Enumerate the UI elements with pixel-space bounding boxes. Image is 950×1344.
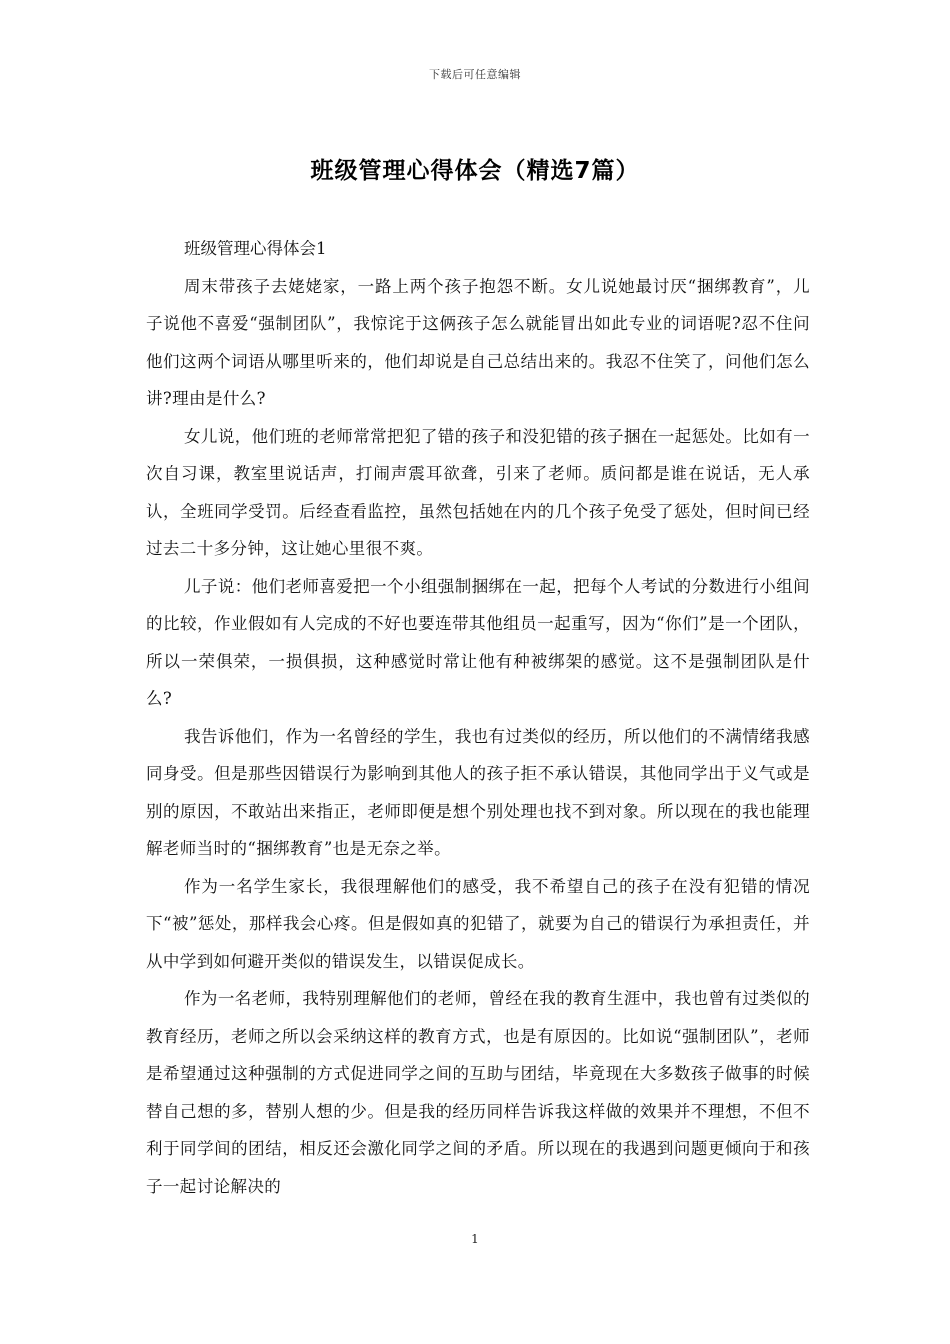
section-heading: 班级管理心得体会1 <box>184 239 327 258</box>
paragraph-5: 作为一名学生家长，我很理解他们的感受，我不希望自己的孩子在没有犯错的情况下“被”惩处，那样我会心疼。但是假如真的犯错了，就要为自己的错误行为承担责任，并从中学到如何避开类似的错误发生，以错误促成长。 <box>146 876 810 971</box>
paragraph-4: 我告诉他们，作为一名曾经的学生，我也有过类似的经历，所以他们的不满情绪我感同身受。但是那些因错误行为影响到其他人的孩子拒不承认错误，其他同学出于义气或是别的原因，不敢站出来指正，老师即便是想个别处理也找不到对象。所以现在的我也能理解老师当时的“捆绑教育”也是无奈之举。 <box>146 726 810 858</box>
document-title: 班级管理心得体会（精选7篇） <box>310 158 640 184</box>
document-body <box>146 230 810 1205</box>
header-note: 下载后可任意编辑 <box>429 68 521 81</box>
paragraph-2: 女儿说，他们班的老师常常把犯了错的孩子和没犯错的孩子捆在一起惩处。比如有一次自习课，教室里说话声，打闹声震耳欲聋，引来了老师。质问都是谁在说话，无人承认，全班同学受罚。后经查看监控，虽然包括她在内的几个孩子免受了惩处，但时间已经过去二十多分钟，这让她心里很不爽。 <box>146 426 810 558</box>
paragraph-3: 儿子说：他们老师喜爱把一个小组强制捆绑在一起，把每个人考试的分数进行小组间的比较，作业假如有人完成的不好也要连带其他组员一起重写，因为“你们”是一个团队，所以一荣俱荣，一损俱损，这种感觉时常让他有种被绑架的感觉。这不是强制团队是什么? <box>146 576 810 708</box>
paragraph-1: 周末带孩子去姥姥家，一路上两个孩子抱怨不断。女儿说她最讨厌“捆绑教育”，儿子说他不喜爱“强制团队”，我惊诧于这俩孩子怎么就能冒出如此专业的词语呢?忍不住问他们这两个词语从哪里听来的，他们却说是自己总结出来的。我忍不住笑了，问他们怎么讲?理由是什么? <box>146 276 810 408</box>
page-number: 1 <box>471 1232 479 1246</box>
paragraph-6: 作为一名老师，我特别理解他们的老师，曾经在我的教育生涯中，我也曾有过类似的教育经历，老师之所以会采纳这样的教育方式，也是有原因的。比如说“强制团队”，老师是希望通过这种强制的方式促进同学之间的互助与团结，毕竟现在大多数孩子做事的时候替自己想的多，替别人想的少。但是我的经历同样告诉我这样做的效果并不理想，不但不利于同学间的团结，相反还会激化同学之间的矛盾。所以现在的我遇到问题更倾向于和孩子一起讨论解决的 <box>146 989 810 1196</box>
